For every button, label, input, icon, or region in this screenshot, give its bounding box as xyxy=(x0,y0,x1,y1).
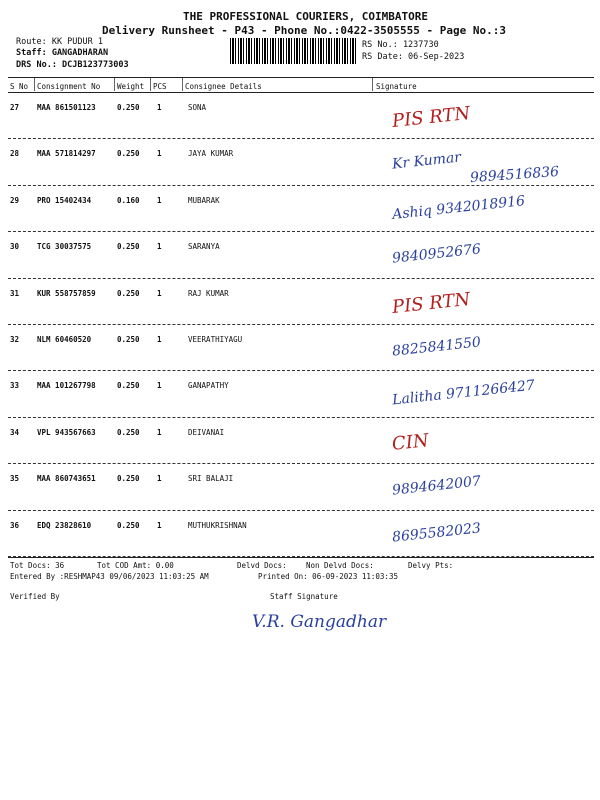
row-separator xyxy=(8,370,594,371)
row-consignee-name: SARANYA xyxy=(188,242,220,252)
row-separator xyxy=(8,324,594,325)
entered-by: Entered By :RESHMAP43 09/06/2023 11:03:25 AM xyxy=(10,572,209,581)
row-handwritten-signature: 9840952676 xyxy=(391,241,482,267)
row-separator xyxy=(8,417,594,418)
row-pcs: 1 xyxy=(157,381,162,391)
row-pcs: 1 xyxy=(157,103,162,112)
row-pcs: 1 xyxy=(157,427,162,437)
row-sno: 32 xyxy=(10,335,20,344)
row-consignment-no: MAA 101267798 xyxy=(37,381,96,391)
row-handwritten-signature: Lalitha 9711266427 xyxy=(391,377,536,409)
row-consignee-name: MUBARAK xyxy=(188,195,220,205)
row-sno: 35 xyxy=(10,474,20,484)
row-handwritten-signature: 8695582023 xyxy=(391,519,482,546)
drs-number: DRS No.: DCJB123773003 xyxy=(16,60,129,70)
col-divider xyxy=(34,78,35,91)
staff-handwritten-signature: V.R. Gangadhar xyxy=(252,612,387,632)
row-handwritten-signature: Ashiq 9342018916 xyxy=(391,192,526,223)
verified-by: Verified By xyxy=(10,592,60,601)
col-header-pcs: PCS xyxy=(153,82,167,91)
company-title: THE PROFESSIONAL COURIERS, COIMBATORE xyxy=(183,10,429,23)
row-consignment-no: MAA 860743651 xyxy=(37,474,96,484)
footer-rule xyxy=(8,557,594,558)
row-handwritten-signature: 8825841550 xyxy=(391,334,482,360)
barcode-image xyxy=(230,38,356,64)
col-divider xyxy=(150,78,151,91)
col-header-consignee: Consignee Details xyxy=(185,82,262,91)
col-divider xyxy=(372,78,373,91)
row-consignment-no: EDQ 23828610 xyxy=(37,520,92,530)
row-consignee-name: VEERATHIYAGU xyxy=(188,335,243,344)
row-weight: 0.250 xyxy=(117,520,140,530)
row-sno: 33 xyxy=(10,381,20,391)
row-consignment-no: PRO 15402434 xyxy=(37,195,92,205)
table-header-rule xyxy=(8,92,594,93)
row-sno: 30 xyxy=(10,242,20,252)
row-consignment-no: MAA 571814297 xyxy=(37,149,96,159)
non-delvd-docs: Non Delvd Docs: xyxy=(306,561,374,570)
row-weight: 0.250 xyxy=(117,427,140,437)
row-handwritten-signature-2: 9894516836 xyxy=(469,164,560,187)
row-consignee-name: SONA xyxy=(188,103,207,112)
staff-label: Staff: GANGADHARAN xyxy=(16,48,109,58)
row-separator xyxy=(8,463,594,464)
rs-date: RS Date: 06-Sep-2023 xyxy=(362,52,465,62)
row-pcs: 1 xyxy=(157,149,162,159)
printed-on: Printed On: 06-09-2023 11:03:35 xyxy=(258,572,398,581)
row-handwritten-signature: CIN xyxy=(391,429,430,455)
delvy-pts: Delvy Pts: xyxy=(408,561,454,570)
row-consignment-no: VPL 943567663 xyxy=(37,427,96,437)
row-weight: 0.250 xyxy=(117,288,140,298)
row-weight: 0.250 xyxy=(117,149,140,159)
row-handwritten-signature: Kr Kumar xyxy=(391,149,462,173)
table-top-rule xyxy=(8,77,594,78)
row-consignee-name: JAYA KUMAR xyxy=(188,149,234,159)
row-weight: 0.250 xyxy=(117,335,140,344)
row-pcs: 1 xyxy=(157,195,162,205)
row-separator xyxy=(8,510,594,511)
row-separator xyxy=(8,138,594,139)
row-weight: 0.250 xyxy=(117,474,140,484)
row-separator xyxy=(8,231,594,232)
row-separator xyxy=(8,185,594,186)
row-consignment-no: TCG 30037575 xyxy=(37,242,92,252)
row-sno: 34 xyxy=(10,427,20,437)
row-consignment-no: NLM 60460520 xyxy=(37,335,92,344)
row-separator xyxy=(8,278,594,279)
row-weight: 0.250 xyxy=(117,242,140,252)
row-pcs: 1 xyxy=(157,520,162,530)
row-pcs: 1 xyxy=(157,288,162,298)
col-divider xyxy=(182,78,183,91)
row-consignee-name: RAJ KUMAR xyxy=(188,288,229,298)
col-divider xyxy=(114,78,115,91)
row-consignment-no: MAA 861501123 xyxy=(37,103,96,112)
row-weight: 0.250 xyxy=(117,103,140,112)
row-handwritten-signature: PIS RTN xyxy=(391,102,472,133)
row-consignee-name: SRI BALAJI xyxy=(188,474,234,484)
col-header-consignment: Consignment No xyxy=(37,82,101,91)
row-weight: 0.160 xyxy=(117,195,140,205)
row-sno: 29 xyxy=(10,195,20,205)
col-header-weight: Weight xyxy=(117,82,145,91)
row-pcs: 1 xyxy=(157,335,162,344)
row-sno: 36 xyxy=(10,520,20,530)
delvd-docs: Delvd Docs: xyxy=(237,561,287,570)
row-weight: 0.250 xyxy=(117,381,140,391)
tot-docs: Tot Docs: 36 xyxy=(10,561,65,570)
row-consignee-name: DEIVANAI xyxy=(188,427,225,437)
col-header-signature: Signature xyxy=(376,82,417,91)
col-header-sno: S No xyxy=(10,82,29,91)
row-sno: 27 xyxy=(10,103,20,112)
row-pcs: 1 xyxy=(157,242,162,252)
runsheet-subtitle: Delivery Runsheet - P43 - Phone No.:0422-3505555 - Page No.:3 xyxy=(102,24,506,37)
row-handwritten-signature: 9894642007 xyxy=(391,473,482,499)
staff-signature-label: Staff Signature xyxy=(270,592,338,601)
row-consignment-no: KUR 558757859 xyxy=(37,288,96,298)
row-sno: 28 xyxy=(10,149,20,159)
route-label: Route: KK PUDUR 1 xyxy=(16,37,103,47)
tot-cod-amt: Tot COD Amt: 0.00 xyxy=(97,561,174,570)
row-pcs: 1 xyxy=(157,474,162,484)
row-consignee-name: MUTHUKRISHNAN xyxy=(188,520,247,530)
rs-number: RS No.: 1237730 xyxy=(362,40,439,50)
row-consignee-name: GANAPATHY xyxy=(188,381,229,391)
row-sno: 31 xyxy=(10,288,20,298)
row-handwritten-signature: PIS RTN xyxy=(391,288,472,318)
